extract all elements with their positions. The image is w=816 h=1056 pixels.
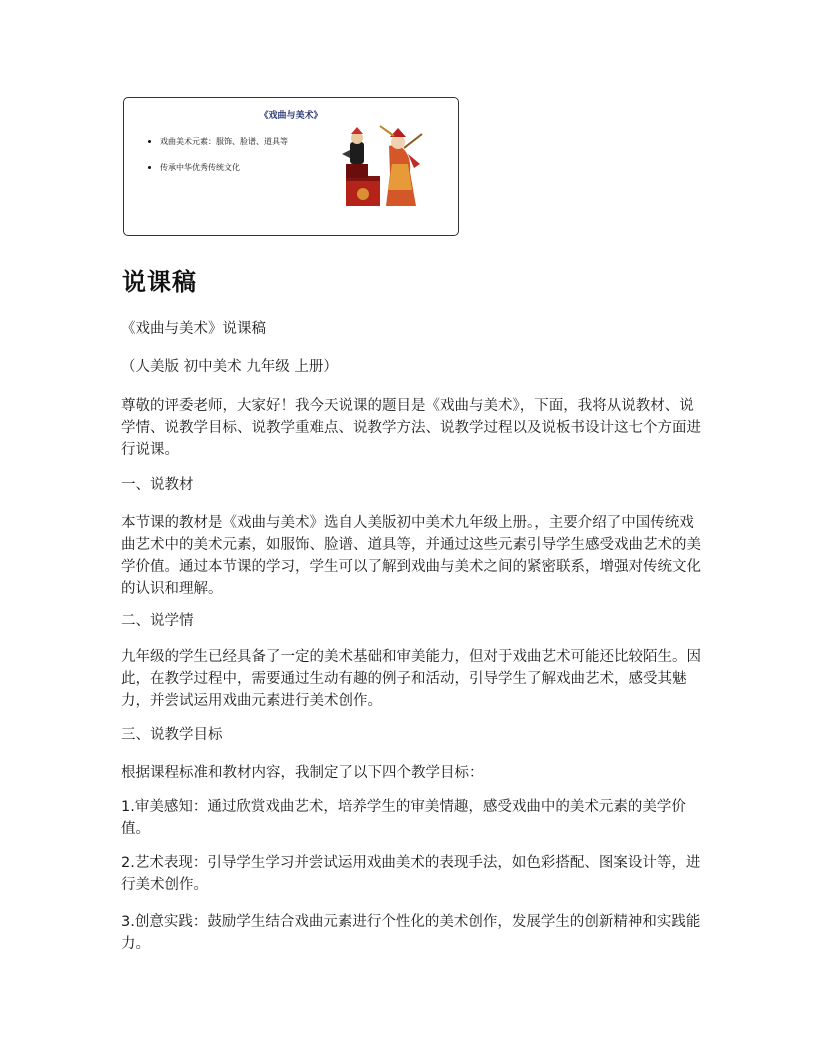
doc-subtitle: 《戏曲与美术》说课稿 — [121, 321, 266, 337]
slide-bullet — [148, 136, 288, 147]
edition-note: （人美版 初中美术 九年级 上册） — [121, 359, 338, 375]
slide-bullet — [148, 162, 240, 173]
list-item: 3.创意实践：鼓励学生结合戏曲元素进行个性化的美术创作，发展学生的创新精神和实践能力。 — [121, 914, 701, 952]
bullet-dot-icon — [148, 166, 151, 169]
body-paragraph: 本节课的教材是《戏曲与美术》选自人美版初中美术九年级上册。，主要介绍了中国传统戏曲艺术中的美术元素，如服饰、脸谱、道具等，并通过这些元素引导学生感受戏曲艺术的美学价值。通过本节课的学习，学生可以了解到戏曲与美术之间的紧密联系，增强对传统文化的认识和理解。 — [121, 515, 701, 597]
page-title: 说课稿 — [122, 268, 197, 296]
slide-thumbnail — [123, 97, 459, 236]
list-item: 2.艺术表现：引导学生学习并尝试运用戏曲美术的表现手法，如色彩搭配、图案设计等，进行美术创作。 — [121, 855, 701, 893]
section-heading: 一、说教材 — [121, 477, 194, 493]
body-paragraph: 九年级的学生已经具备了一定的美术基础和审美能力，但对于戏曲艺术可能还比较陌生。因此，在教学过程中，需要通过生动有趣的例子和活动，引导学生了解戏曲艺术，感受其魅力，并尝试运用戏曲元素进行美术创作。 — [121, 649, 701, 709]
slide-title: 《戏曲与美术》 — [259, 111, 323, 121]
body-paragraph: 根据课程标准和教材内容，我制定了以下四个教学目标： — [121, 765, 484, 781]
intro-paragraph: 尊敬的评委老师，大家好！我今天说课的题目是《戏曲与美术》，下面，我将从说教材、说学情、说教学目标、说教学重难点、说教学方法、说教学过程以及说板书设计这七个方面进行说课。 — [121, 398, 701, 458]
slide-bullet-text: 传承中华优秀传统文化 — [160, 163, 240, 172]
list-item: 1.审美感知：通过欣赏戏曲艺术，培养学生的审美情趣，感受戏曲中的美术元素的美学价值。 — [121, 799, 686, 837]
section-heading: 二、说学情 — [121, 613, 194, 629]
bullet-dot-icon — [148, 140, 151, 143]
section-heading: 三、说教学目标 — [121, 727, 223, 743]
opera-performers-photo — [334, 124, 424, 214]
slide-bullet-text: 戏曲美术元素：服饰、脸谱、道具等 — [160, 137, 288, 146]
